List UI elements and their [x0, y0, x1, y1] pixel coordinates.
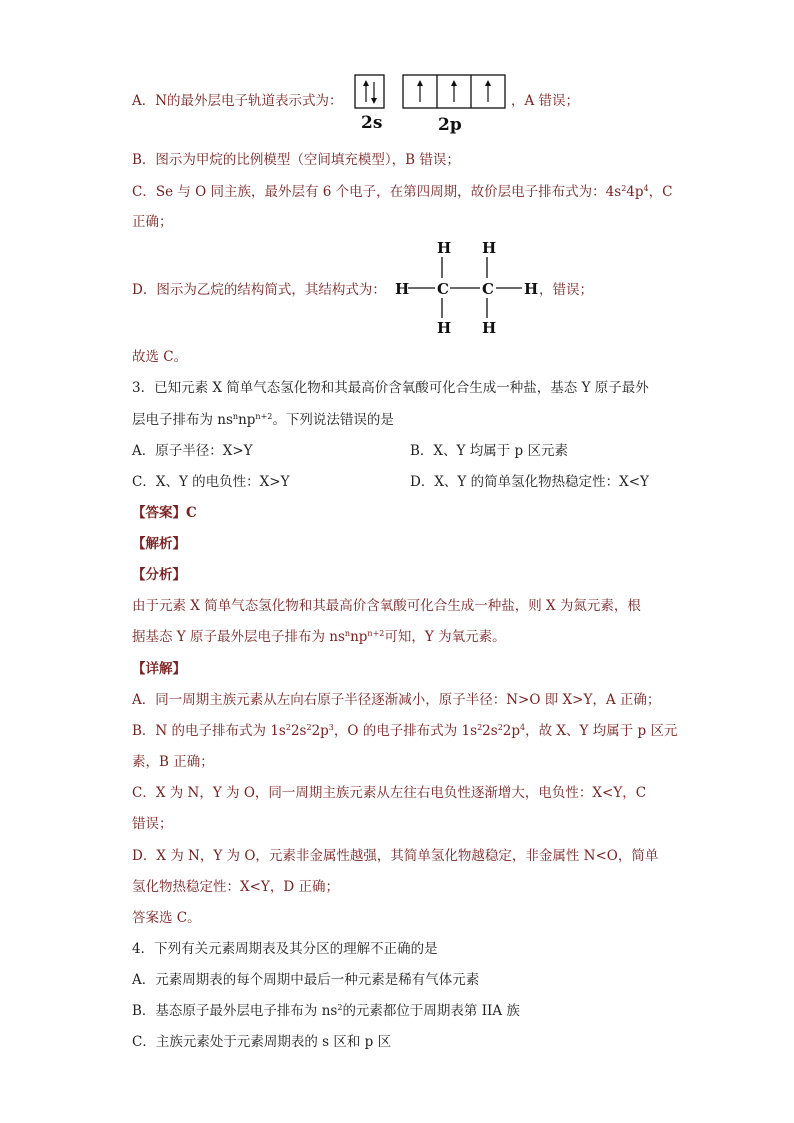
q4-option-c: C．主族元素处于元素周期表的 s 区和 p 区 — [132, 1034, 392, 1050]
ethane-c-left: C — [437, 280, 449, 298]
detail-c-line1: C．X 为 N，Y 为 O，同一周期主族元素从左往右电负性逐渐增大，电负性：X<Y，C — [132, 785, 647, 801]
q3-option-d: D．X、Y 的简单氢化物热稳定性：X<Y — [410, 474, 649, 490]
line-a-suffix: ，A 错误； — [511, 93, 580, 109]
orbital-2s-label: 2s — [361, 113, 383, 133]
line-pick1: 故选 C。 — [132, 349, 188, 365]
q3-line2: 层电子排布为 $ns^nnp^{n+2}$。下列说法错误的是 — [132, 412, 394, 428]
orbital-2p-label: 2p — [438, 115, 462, 134]
xiangjie-label: 【详解】 — [132, 661, 186, 677]
q3-option-b: B．X、Y 均属于 p 区元素 — [410, 443, 568, 459]
ethane-structure — [393, 236, 543, 336]
detail-d-line1: D．X 为 N，Y 为 O，元素非金属性越强，其简单氢化物越稳定，非金属性 N<O，简单 — [132, 848, 659, 864]
ethane-c-right: C — [482, 280, 494, 298]
detail-c-line2: 错误； — [132, 816, 173, 832]
line-c2: 正确； — [132, 214, 173, 230]
ethane-h-top-left: H — [437, 239, 452, 257]
detail-d-line2: 氢化物热稳定性：X<Y，D 正确； — [132, 879, 339, 895]
line-pick2: 答案选 C。 — [132, 910, 201, 926]
ethane-h-right: H — [524, 280, 539, 298]
q3-option-a: A．原子半径：X>Y — [132, 443, 253, 459]
detail-b-line2: 素，B 正确； — [132, 754, 214, 770]
line-a — [132, 92, 343, 110]
line-b: B．图示为甲烷的比例模型（空间填充模型），B 错误； — [132, 152, 460, 168]
analysis-line1: 由于元素 X 简单气态氢化物和其最高价含氧酸可化合生成一种盐，则 X 为氮元素，根 — [132, 598, 641, 614]
fenxi-label: 【分析】 — [132, 567, 186, 583]
ethane-h-bottom-right: H — [482, 319, 497, 336]
jiexi-label: 【解析】 — [132, 536, 186, 552]
line-d-suffix: ，错误； — [539, 282, 593, 298]
ethane-h-top-right: H — [482, 239, 497, 257]
q4-stem: 4．下列有关元素周期表及其分区的理解不正确的是 — [132, 941, 438, 957]
q3-option-c: C．X、Y 的电负性：X>Y — [132, 474, 290, 490]
q3-line1: 3．已知元素 X 简单气态氢化物和其最高价含氧酸可化合生成一种盐，基态 Y 原子最外 — [132, 380, 649, 396]
line-c1: C．Se 与 O 同主族，最外层有 6 个电子，在第四周期，故价层电子排布式为：$4s^24p^4$，C — [132, 184, 673, 200]
q4-option-b: B．基态原子最外层电子排布为 $ns^2$的元素都位于周期表第 IIA 族 — [132, 1003, 520, 1019]
line-d-prefix: D．图示为乙烷的结构简式，其结构式为： — [132, 282, 386, 298]
analysis-line2: 据基态 Y 原子最外层电子排布为 $ns^nnp^{n+2}$可知，Y 为氧元素。 — [132, 629, 506, 645]
detail-b-line1: B．N 的电子排布式为 $1s^22s^22p^3$，O 的电子排布式为 $1s^22s^22p^4$，故 X、Y 均属于 p 区元 — [132, 723, 678, 739]
orbital-diagram — [352, 74, 512, 134]
detail-a: A．同一周期主族元素从左向右原子半径逐渐减小，原子半径：N>O 即 X>Y，A 正确； — [132, 692, 661, 708]
line-a-prefix: A．N的最外层电子轨道表示式为： — [132, 93, 343, 109]
answer-label: 【答案】C — [132, 505, 197, 521]
ethane-h-left: H — [395, 280, 410, 298]
q4-option-a: A．元素周期表的每个周期中最后一种元素是稀有气体元素 — [132, 972, 480, 988]
ethane-h-bottom-left: H — [437, 319, 452, 336]
